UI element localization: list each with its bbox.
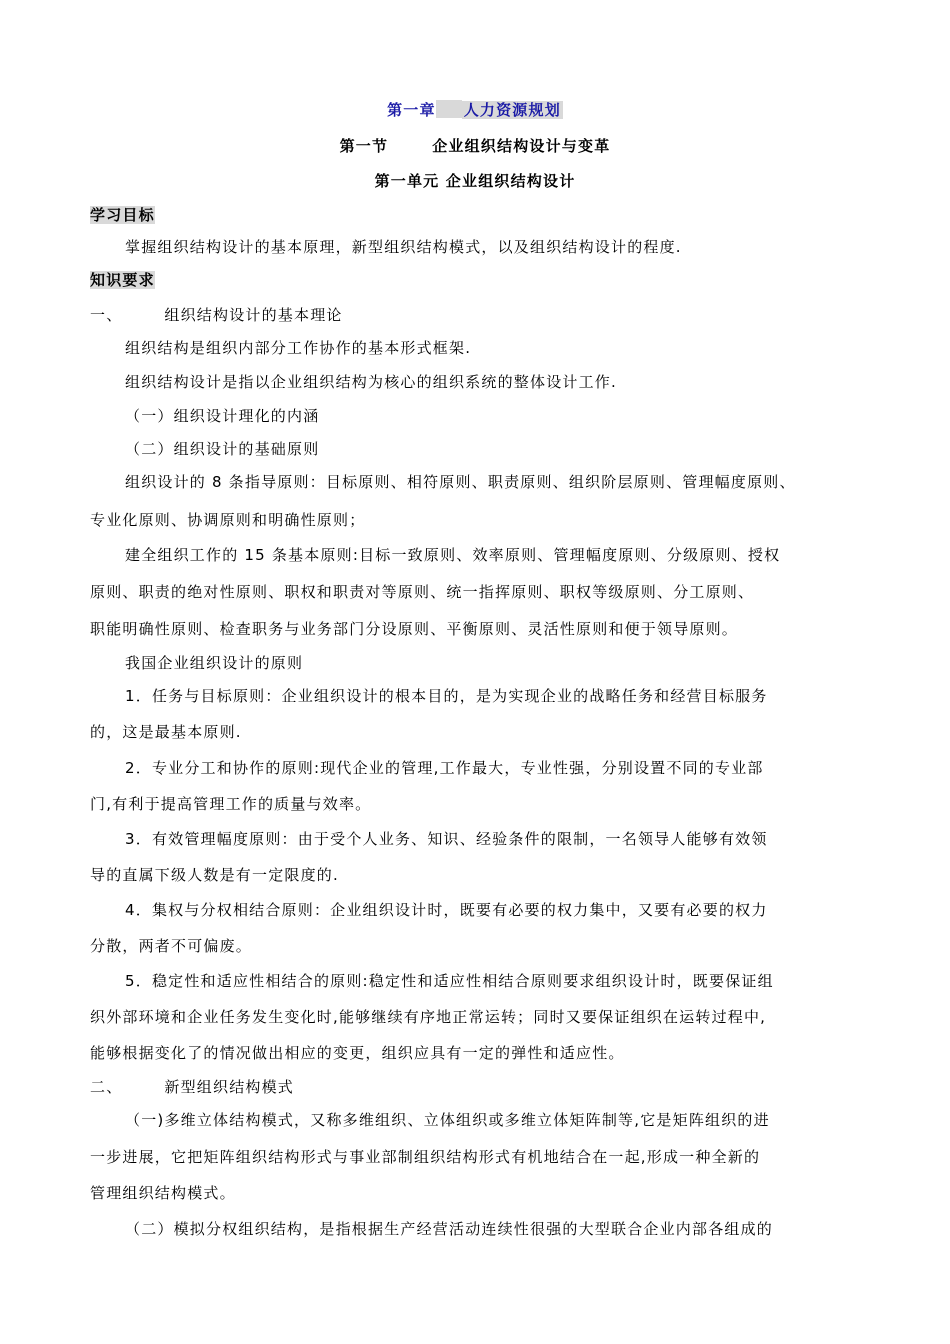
paragraph-line: 原则、职责的绝对性原则、职权和职责对等原则、统一指挥原则、职权等级原则、分工原则、 <box>90 583 755 601</box>
paragraph-line: 织外部环境和企业任务发生变化时,能够继续有序地正常运转；同时又要保证组织在运转过程中, <box>90 1008 767 1026</box>
section-heading <box>0 136 950 156</box>
part2-number: 二、 <box>90 1078 123 1096</box>
paragraph-line: 的，这是最基本原则. <box>90 723 242 741</box>
paragraph-line: 3．有效管理幅度原则：由于受个人业务、知识、经验条件的限制，一名领导人能够有效领 <box>125 830 768 848</box>
part2-heading <box>90 1077 870 1097</box>
subheading-line: （一）组织设计理化的内涵 <box>125 407 320 425</box>
paragraph-line: 管理组织结构模式。 <box>90 1184 236 1202</box>
paragraph-line: 门,有利于提高管理工作的质量与效率。 <box>90 795 372 813</box>
chapter-label: 第一章 <box>387 101 436 119</box>
paragraph-line: （二）模拟分权组织结构，是指根据生产经营活动连续性很强的大型联合企业内部各组成的 <box>125 1220 774 1238</box>
section-name: 企业组织结构设计与变革 <box>432 137 611 155</box>
paragraph-line: 导的直属下级人数是有一定限度的. <box>90 866 339 884</box>
paragraph-line: 专业化原则、协调原则和明确性原则； <box>90 511 366 529</box>
paragraph-line: 2．专业分工和协作的原则:现代企业的管理,工作最大，专业性强，分别设置不同的专业部 <box>125 759 764 777</box>
paragraph-line: 能够根据变化了的情况做出相应的变更，组织应具有一定的弹性和适应性。 <box>90 1044 625 1062</box>
unit-heading: 第一单元 企业组织结构设计 <box>374 172 576 190</box>
paragraph-line: 我国企业组织设计的原则 <box>125 654 304 672</box>
subheading-line: （二）组织设计的基础原则 <box>125 440 320 458</box>
paragraph-line: （一)多维立体结构模式，又称多维组织、立体组织或多维立体矩阵制等,它是矩阵组织的进 <box>125 1111 770 1129</box>
part1-heading <box>90 305 870 325</box>
paragraph-line: 组织设计的 8 条指导原则：目标原则、相符原则、职责原则、组织阶层原则、管理幅度原则、 <box>125 473 796 491</box>
objectives-heading: 学习目标 <box>90 206 155 224</box>
paragraph-line: 建全组织工作的 15 条基本原则:目标一致原则、效率原则、管理幅度原则、分级原则、授权 <box>125 546 781 564</box>
chapter-name: 人力资源规划 <box>463 101 561 119</box>
paragraph-line: 组织结构设计是指以企业组织结构为核心的组织系统的整体设计工作. <box>125 373 617 391</box>
paragraph-line: 5．稳定性和适应性相结合的原则:稳定性和适应性相结合原则要求组织设计时，既要保证组 <box>125 972 774 990</box>
knowledge-heading: 知识要求 <box>90 271 155 289</box>
paragraph-line: 4．集权与分权相结合原则：企业组织设计时，既要有必要的权力集中，又要有必要的权力 <box>125 901 768 919</box>
paragraph-line: 职能明确性原则、检查职务与业务部门分设原则、平衡原则、灵活性原则和便于领导原则。 <box>90 620 739 638</box>
objectives-text: 掌握组织结构设计的基本原理，新型组织结构模式，以及组织结构设计的程度. <box>125 238 682 256</box>
part1-number: 一、 <box>90 306 123 324</box>
paragraph-line: 一步进展，它把矩阵组织结构形式与事业部制组织结构形式有机地结合在一起,形成一种全新的 <box>90 1148 761 1166</box>
paragraph-line: 分散，两者不可偏废。 <box>90 937 253 955</box>
chapter-gap <box>436 100 462 118</box>
part1-title: 组织结构设计的基本理论 <box>164 306 343 324</box>
section-label: 第一节 <box>339 137 389 155</box>
paragraph-line: 组织结构是组织内部分工作协作的基本形式框架. <box>125 339 472 357</box>
part2-title: 新型组织结构模式 <box>164 1078 295 1096</box>
paragraph-line: 1．任务与目标原则：企业组织设计的根本目的，是为实现企业的战略任务和经营目标服务 <box>125 687 768 705</box>
chapter-heading <box>0 100 950 120</box>
